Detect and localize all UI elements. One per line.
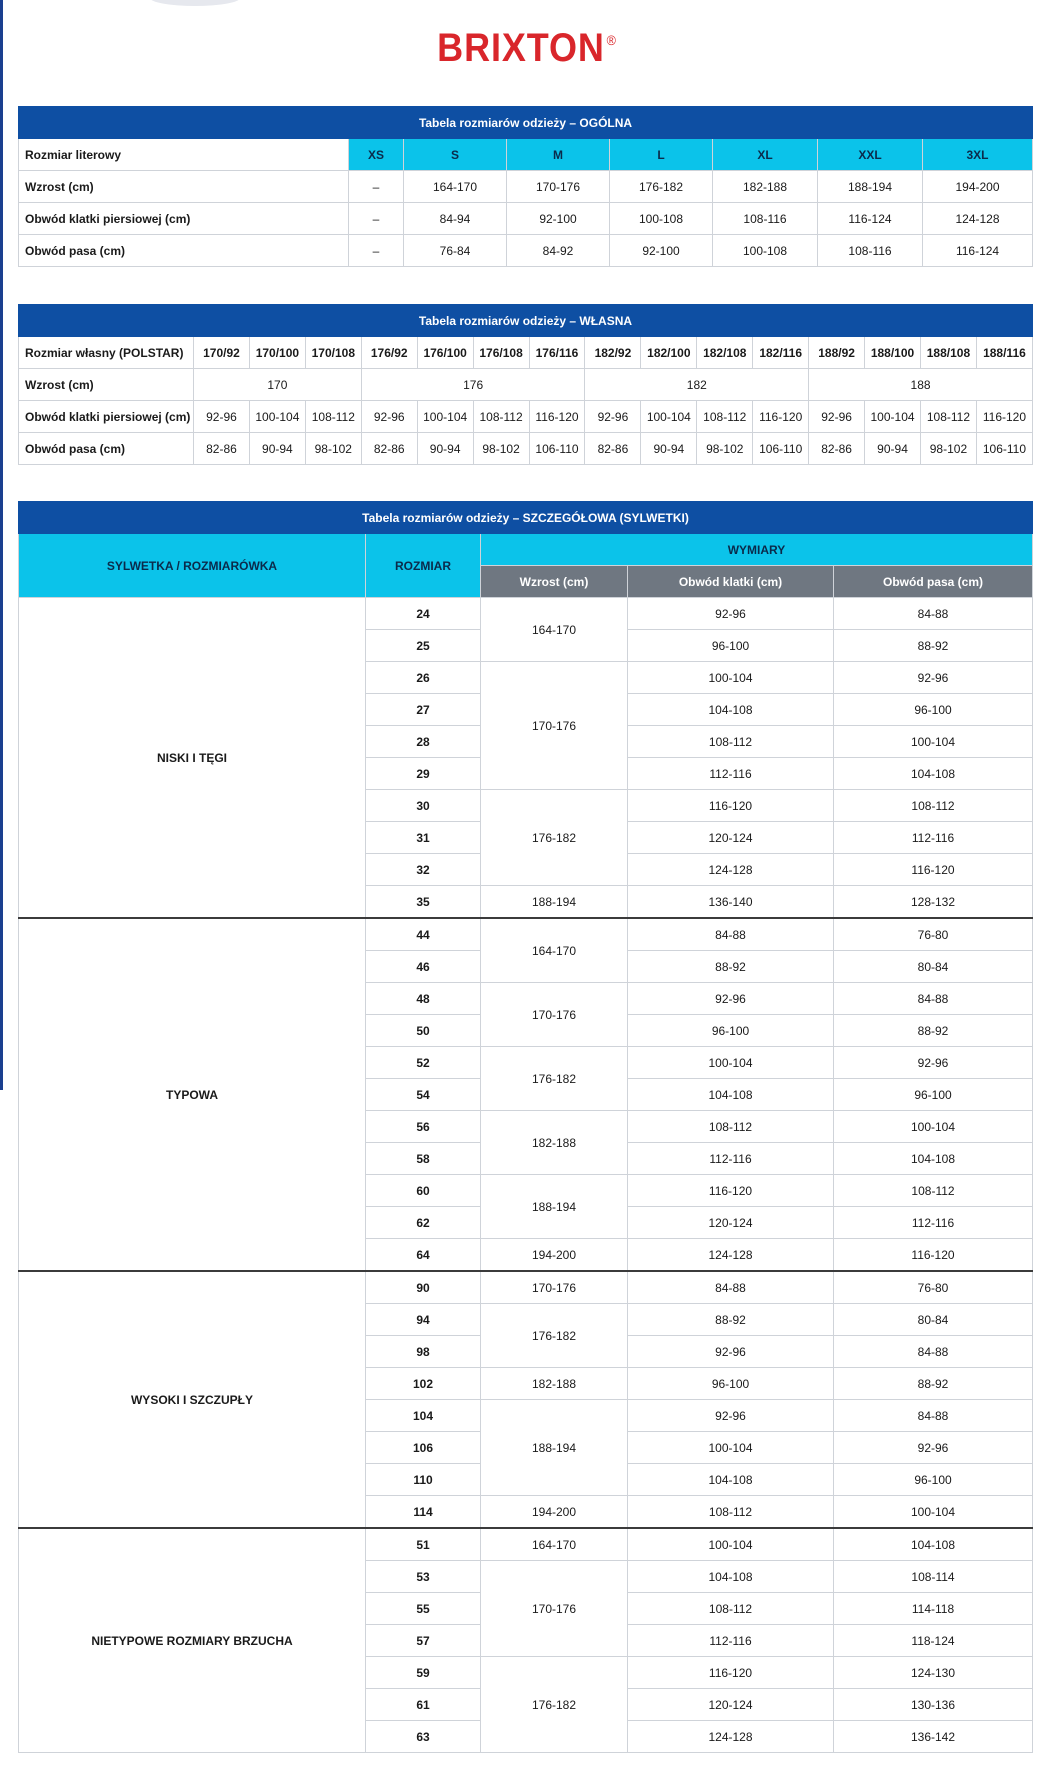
table-cell: 90-94: [249, 433, 305, 465]
waist-cell: 96-100: [834, 1464, 1033, 1496]
chest-cell: 92-96: [628, 983, 834, 1015]
size-header: 176/116: [529, 337, 585, 369]
size-cell: 50: [366, 1015, 481, 1047]
size-cell: 60: [366, 1175, 481, 1207]
size-cell: 30: [366, 790, 481, 822]
table-cell: 116-120: [529, 401, 585, 433]
waist-cell: 84-88: [834, 1336, 1033, 1368]
chest-cell: 96-100: [628, 1015, 834, 1047]
size-cell: 31: [366, 822, 481, 854]
table-cell: 92-100: [610, 235, 713, 267]
waist-cell: 136-142: [834, 1721, 1033, 1753]
brand-logo: [53, 26, 1002, 71]
size-cell: 59: [366, 1657, 481, 1689]
table-title-row: [19, 305, 1033, 337]
table-cell: 108-116: [818, 235, 923, 267]
page-edge-mark: [0, 653, 3, 667]
row-label: Wzrost (cm): [19, 171, 349, 203]
chest-cell: 124-128: [628, 854, 834, 886]
waist-cell: 84-88: [834, 1400, 1033, 1432]
table-title: Tabela rozmiarów odzieży – OGÓLNA: [19, 107, 1033, 139]
waist-cell: 80-84: [834, 1304, 1033, 1336]
chest-cell: 108-112: [628, 1496, 834, 1529]
chest-cell: 84-88: [628, 918, 834, 951]
table-cell: 170-176: [507, 171, 610, 203]
height-cell: 170-176: [481, 662, 628, 790]
row-label: Obwód pasa (cm): [19, 433, 194, 465]
size-header: 176/108: [473, 337, 529, 369]
decorative-shadow: [150, 0, 240, 6]
table-cell: 76-84: [404, 235, 507, 267]
waist-cell: 100-104: [834, 726, 1033, 758]
table-cell: 82-86: [585, 433, 641, 465]
waist-cell: 92-96: [834, 1432, 1033, 1464]
table-row: [19, 1528, 1033, 1561]
chest-cell: 116-120: [628, 790, 834, 822]
detailed-size-table: [18, 501, 1033, 1753]
table-cell: 108-116: [713, 203, 818, 235]
table-cell: 100-108: [610, 203, 713, 235]
waist-cell: 84-88: [834, 598, 1033, 630]
size-header: 182/92: [585, 337, 641, 369]
silhouette-name: WYSOKI I SZCZUPŁY: [19, 1271, 366, 1528]
size-cell: 24: [366, 598, 481, 630]
height-cell: 188: [809, 369, 1033, 401]
table-cell: 98-102: [697, 433, 753, 465]
waist-header: Obwód pasa (cm): [834, 566, 1033, 598]
size-header-row: [19, 337, 1033, 369]
table-row: [19, 171, 1033, 203]
table-cell: 124-128: [923, 203, 1033, 235]
height-cell: 170-176: [481, 1561, 628, 1657]
waist-cell: 80-84: [834, 951, 1033, 983]
table-row: [19, 235, 1033, 267]
chest-cell: 120-124: [628, 822, 834, 854]
height-cell: 188-194: [481, 886, 628, 919]
height-cell: 176-182: [481, 1304, 628, 1368]
size-cell: 57: [366, 1625, 481, 1657]
waist-cell: 96-100: [834, 694, 1033, 726]
waist-cell: 104-108: [834, 758, 1033, 790]
chest-cell: 104-108: [628, 1079, 834, 1111]
height-cell: 182-188: [481, 1368, 628, 1400]
chest-cell: 124-128: [628, 1721, 834, 1753]
size-header: L: [610, 139, 713, 171]
table-cell: 84-92: [507, 235, 610, 267]
size-header: 188/92: [809, 337, 865, 369]
size-header: 3XL: [923, 139, 1033, 171]
page-edge-mark: [0, 717, 3, 731]
size-cell: 62: [366, 1207, 481, 1239]
size-cell: 110: [366, 1464, 481, 1496]
waist-cell: 104-108: [834, 1143, 1033, 1175]
height-cell: 176-182: [481, 790, 628, 886]
table-cell: 100-108: [713, 235, 818, 267]
chest-cell: 96-100: [628, 1368, 834, 1400]
size-cell: 90: [366, 1271, 481, 1304]
waist-cell: 76-80: [834, 1271, 1033, 1304]
height-cell: 170: [194, 369, 362, 401]
size-cell: 114: [366, 1496, 481, 1529]
table-title: Tabela rozmiarów odzieży – SZCZEGÓŁOWA (SYLWETKI): [19, 502, 1033, 534]
table-cell: 98-102: [305, 433, 361, 465]
size-cell: 53: [366, 1561, 481, 1593]
table-cell: 116-124: [923, 235, 1033, 267]
table-cell: 92-96: [194, 401, 250, 433]
chest-cell: 104-108: [628, 694, 834, 726]
chest-cell: 136-140: [628, 886, 834, 919]
size-cell: 55: [366, 1593, 481, 1625]
chest-cell: 92-96: [628, 1336, 834, 1368]
silhouette-header: SYLWETKA / ROZMIARÓWKA: [19, 534, 366, 598]
height-cell: 182-188: [481, 1111, 628, 1175]
table-cell: –: [349, 203, 404, 235]
page-edge-bar: [0, 0, 3, 1090]
size-header: 188/100: [865, 337, 921, 369]
table-row: [19, 918, 1033, 951]
chest-cell: 120-124: [628, 1689, 834, 1721]
waist-cell: 108-112: [834, 1175, 1033, 1207]
waist-cell: 100-104: [834, 1496, 1033, 1529]
table-cell: 90-94: [641, 433, 697, 465]
size-cell: 26: [366, 662, 481, 694]
chest-cell: 92-96: [628, 1400, 834, 1432]
table-row: [19, 203, 1033, 235]
table-cell: 98-102: [920, 433, 976, 465]
height-cell: 194-200: [481, 1239, 628, 1272]
dimensions-header: WYMIARY: [481, 534, 1033, 566]
size-header: 188/116: [976, 337, 1032, 369]
waist-cell: 76-80: [834, 918, 1033, 951]
size-cell: 64: [366, 1239, 481, 1272]
table-row: [19, 1271, 1033, 1304]
waist-cell: 116-120: [834, 1239, 1033, 1272]
table-cell: 116-124: [818, 203, 923, 235]
height-cell: 176-182: [481, 1657, 628, 1753]
registered-mark: ®: [606, 32, 617, 48]
table-cell: –: [349, 235, 404, 267]
table-row: [19, 598, 1033, 630]
size-header: 170/108: [305, 337, 361, 369]
chest-cell: 124-128: [628, 1239, 834, 1272]
size-header: XXL: [818, 139, 923, 171]
waist-cell: 116-120: [834, 854, 1033, 886]
size-header: 176/92: [361, 337, 417, 369]
size-header: XS: [349, 139, 404, 171]
table-cell: 92-96: [809, 401, 865, 433]
waist-cell: 112-116: [834, 1207, 1033, 1239]
chest-row: [19, 401, 1033, 433]
size-cell: 48: [366, 983, 481, 1015]
waist-cell: 130-136: [834, 1689, 1033, 1721]
waist-cell: 104-108: [834, 1528, 1033, 1561]
size-header-row: [19, 139, 1033, 171]
table-cell: 92-96: [585, 401, 641, 433]
chest-cell: 100-104: [628, 1047, 834, 1079]
waist-cell: 92-96: [834, 1047, 1033, 1079]
size-header: 170/92: [194, 337, 250, 369]
chest-cell: 100-104: [628, 1528, 834, 1561]
size-header: 170/100: [249, 337, 305, 369]
height-cell: 170-176: [481, 983, 628, 1047]
chest-cell: 112-116: [628, 1143, 834, 1175]
silhouette-name: NISKI I TĘGI: [19, 598, 366, 919]
own-size-table: [18, 304, 1033, 465]
table-cell: 116-120: [976, 401, 1032, 433]
size-header: 188/108: [920, 337, 976, 369]
waist-cell: 88-92: [834, 630, 1033, 662]
table-title: Tabela rozmiarów odzieży – WŁASNA: [19, 305, 1033, 337]
size-cell: 29: [366, 758, 481, 790]
height-cell: 182: [585, 369, 809, 401]
table-cell: 108-112: [305, 401, 361, 433]
chest-cell: 108-112: [628, 726, 834, 758]
height-cell: 176: [361, 369, 585, 401]
row-label: Obwód klatki piersiowej (cm): [19, 203, 349, 235]
waist-cell: 88-92: [834, 1368, 1033, 1400]
table-cell: 188-194: [818, 171, 923, 203]
waist-cell: 108-112: [834, 790, 1033, 822]
size-cell: 58: [366, 1143, 481, 1175]
waist-cell: 128-132: [834, 886, 1033, 919]
size-cell: 56: [366, 1111, 481, 1143]
page-edge-mark: [0, 749, 3, 763]
chest-cell: 120-124: [628, 1207, 834, 1239]
waist-cell: 92-96: [834, 662, 1033, 694]
size-cell: 44: [366, 918, 481, 951]
table-cell: 108-112: [473, 401, 529, 433]
size-cell: 54: [366, 1079, 481, 1111]
size-cell: 46: [366, 951, 481, 983]
size-header: S: [404, 139, 507, 171]
page-edge-mark: [0, 685, 3, 699]
table-cell: 82-86: [809, 433, 865, 465]
row-label: Rozmiar własny (POLSTAR): [19, 337, 194, 369]
table-cell: 82-86: [361, 433, 417, 465]
chest-header: Obwód klatki (cm): [628, 566, 834, 598]
size-cell: 27: [366, 694, 481, 726]
size-header: XL: [713, 139, 818, 171]
size-cell: 102: [366, 1368, 481, 1400]
table-cell: –: [349, 171, 404, 203]
table-cell: 106-110: [976, 433, 1032, 465]
size-cell: 28: [366, 726, 481, 758]
table-cell: 100-104: [249, 401, 305, 433]
size-cell: 61: [366, 1689, 481, 1721]
waist-cell: 112-116: [834, 822, 1033, 854]
size-header: 182/116: [753, 337, 809, 369]
size-cell: 106: [366, 1432, 481, 1464]
table-cell: 100-104: [417, 401, 473, 433]
chest-cell: 104-108: [628, 1561, 834, 1593]
size-header: 182/100: [641, 337, 697, 369]
waist-row: [19, 433, 1033, 465]
table-cell: 194-200: [923, 171, 1033, 203]
table-cell: 108-112: [697, 401, 753, 433]
waist-cell: 84-88: [834, 983, 1033, 1015]
table-cell: 84-94: [404, 203, 507, 235]
height-cell: 164-170: [481, 598, 628, 662]
waist-cell: 114-118: [834, 1593, 1033, 1625]
table-cell: 164-170: [404, 171, 507, 203]
waist-cell: 118-124: [834, 1625, 1033, 1657]
table-cell: 98-102: [473, 433, 529, 465]
height-cell: 176-182: [481, 1047, 628, 1111]
header-row-1: [19, 534, 1033, 566]
row-label: Obwód klatki piersiowej (cm): [19, 401, 194, 433]
table-cell: 108-112: [920, 401, 976, 433]
table-title-row: [19, 502, 1033, 534]
row-label: Wzrost (cm): [19, 369, 194, 401]
height-cell: 164-170: [481, 918, 628, 983]
chest-cell: 96-100: [628, 630, 834, 662]
chest-cell: 100-104: [628, 662, 834, 694]
height-cell: 170-176: [481, 1271, 628, 1304]
waist-cell: 124-130: [834, 1657, 1033, 1689]
row-label: Obwód pasa (cm): [19, 235, 349, 267]
table-cell: 100-104: [641, 401, 697, 433]
table-cell: 90-94: [417, 433, 473, 465]
size-cell: 35: [366, 886, 481, 919]
general-size-table: [18, 106, 1033, 267]
table-cell: 176-182: [610, 171, 713, 203]
height-cell: 188-194: [481, 1175, 628, 1239]
table-cell: 82-86: [194, 433, 250, 465]
chest-cell: 104-108: [628, 1464, 834, 1496]
size-cell: 98: [366, 1336, 481, 1368]
table-cell: 116-120: [753, 401, 809, 433]
size-cell: 51: [366, 1528, 481, 1561]
chest-cell: 88-92: [628, 1304, 834, 1336]
height-header: Wzrost (cm): [481, 566, 628, 598]
size-cell: 104: [366, 1400, 481, 1432]
waist-cell: 88-92: [834, 1015, 1033, 1047]
size-header: M: [507, 139, 610, 171]
silhouette-name: TYPOWA: [19, 918, 366, 1271]
chest-cell: 108-112: [628, 1593, 834, 1625]
chest-cell: 84-88: [628, 1271, 834, 1304]
table-cell: 106-110: [529, 433, 585, 465]
height-cell: 164-170: [481, 1528, 628, 1561]
waist-cell: 100-104: [834, 1111, 1033, 1143]
size-header: 176/100: [417, 337, 473, 369]
table-cell: 106-110: [753, 433, 809, 465]
chest-cell: 112-116: [628, 758, 834, 790]
table-cell: 92-100: [507, 203, 610, 235]
chest-cell: 108-112: [628, 1111, 834, 1143]
size-cell: 94: [366, 1304, 481, 1336]
table-title-row: [19, 107, 1033, 139]
table-cell: 100-104: [865, 401, 921, 433]
chest-cell: 88-92: [628, 951, 834, 983]
size-header: 182/108: [697, 337, 753, 369]
size-cell: 63: [366, 1721, 481, 1753]
size-cell: 25: [366, 630, 481, 662]
size-header: ROZMIAR: [366, 534, 481, 598]
table-cell: 182-188: [713, 171, 818, 203]
chest-cell: 112-116: [628, 1625, 834, 1657]
size-cell: 52: [366, 1047, 481, 1079]
silhouette-name: NIETYPOWE ROZMIARY BRZUCHA: [19, 1528, 366, 1753]
table-cell: 90-94: [865, 433, 921, 465]
height-cell: 188-194: [481, 1400, 628, 1496]
waist-cell: 96-100: [834, 1079, 1033, 1111]
chest-cell: 116-120: [628, 1657, 834, 1689]
chest-cell: 92-96: [628, 598, 834, 630]
height-cell: 194-200: [481, 1496, 628, 1529]
brand-name: BRIXTON: [437, 26, 605, 70]
row-label: Rozmiar literowy: [19, 139, 349, 171]
height-row: [19, 369, 1033, 401]
waist-cell: 108-114: [834, 1561, 1033, 1593]
chest-cell: 100-104: [628, 1432, 834, 1464]
table-cell: 92-96: [361, 401, 417, 433]
size-cell: 32: [366, 854, 481, 886]
chest-cell: 116-120: [628, 1175, 834, 1207]
